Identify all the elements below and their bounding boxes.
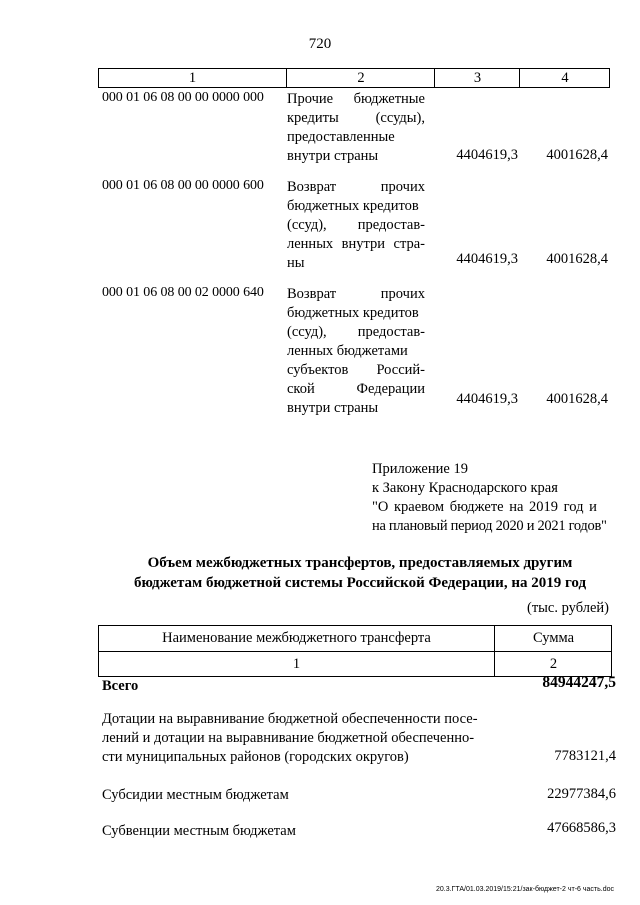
table1-header-col2: 2 — [286, 69, 435, 87]
table1-row1-col3: 4404619,3 — [456, 147, 518, 163]
desc-line: предоставленные — [287, 129, 395, 145]
row-label-line: Субвенции местным бюджетам — [102, 823, 296, 839]
table1-header-col3: 3 — [434, 69, 520, 87]
desc-line: (ссуд), предостав- — [287, 217, 425, 233]
table1-row1-code: 000 01 06 08 00 00 0000 000 — [102, 90, 264, 105]
desc-line: субъектов Россий- — [287, 362, 425, 378]
footer-file-path: 20.3.ГТА/01.03.2019/15:21/зак-бюджет-2 чт-6 часть.doc — [435, 886, 614, 893]
row-label-line: сти муниципальных районов (городских округов) — [102, 749, 409, 765]
desc-line: внутри страны — [287, 400, 379, 416]
desc-line: ны — [287, 255, 305, 271]
table1-row3-desc — [287, 285, 425, 418]
table2-header-sum: Сумма — [494, 626, 612, 652]
table2-row2-value: 22977384,6 — [547, 786, 616, 802]
desc-line: бюджетных кредитов — [287, 305, 419, 321]
table1-header-col4: 4 — [519, 69, 610, 87]
desc-line: ленных внутри стра- — [287, 236, 425, 252]
row-label-line: лений и дотации на выравнивание бюджетной обеспеченно- — [102, 730, 475, 746]
appendix-line: "О краевом бюджете на 2019 год и — [372, 499, 597, 515]
table2-row1-label — [102, 710, 494, 767]
table1-row2-col3: 4404619,3 — [456, 251, 518, 267]
desc-line: Возврат прочих — [287, 286, 425, 302]
desc-line: внутри страны — [287, 148, 379, 164]
page-number: 720 — [308, 36, 332, 52]
table2-header-name: Наименование межбюджетного трансферта — [99, 626, 494, 652]
desc-line: Возврат прочих — [287, 179, 425, 195]
row-label-line: Дотации на выравнивание бюджетной обеспеченности посе- — [102, 711, 478, 727]
table1-row2-desc — [287, 178, 425, 273]
table2-row1-value: 7783121,4 — [554, 748, 616, 764]
table1-row2-col4: 4001628,4 — [546, 251, 608, 267]
row-label-line: Субсидии местным бюджетам — [102, 787, 289, 803]
table2-header — [98, 625, 612, 677]
table2-row3-value: 47668586,3 — [547, 820, 616, 836]
total-label: Всего — [102, 678, 139, 694]
table1-row3-col3: 4404619,3 — [456, 391, 518, 407]
desc-line: ленных бюджетами — [287, 343, 408, 359]
appendix-line: на плановый период 2020 и 2021 годов" — [372, 518, 607, 534]
appendix-line: к Закону Краснодарского края — [372, 480, 558, 496]
table1-row2-code: 000 01 06 08 00 00 0000 600 — [102, 178, 264, 193]
appendix-line: Приложение 19 — [372, 461, 468, 477]
table1-header — [98, 68, 610, 88]
desc-line: Прочие бюджетные — [287, 91, 425, 107]
table2-row3-label — [102, 822, 494, 841]
table1-row3-code: 000 01 06 08 00 02 0000 640 — [102, 285, 264, 300]
table2-header-num1: 1 — [292, 656, 301, 672]
desc-line: кредиты (ссуды), — [287, 110, 425, 126]
table1-header-col1: 1 — [188, 70, 197, 86]
desc-line: (ссуд), предостав- — [287, 324, 425, 340]
appendix-block — [372, 460, 612, 536]
title-line: бюджетам бюджетной системы Российской Федерации, на 2019 год — [133, 575, 587, 591]
document-title — [0, 553, 640, 593]
title-line: Объем межбюджетных трансфертов, предоставляемых другим — [147, 555, 573, 571]
total-value: 84944247,5 — [542, 674, 616, 691]
table1-row1-col4: 4001628,4 — [546, 147, 608, 163]
units-label: (тыс. рублей) — [527, 600, 609, 616]
table2-header-num2: 2 — [494, 652, 612, 676]
table1-row3-col4: 4001628,4 — [546, 391, 608, 407]
table1-row1-desc — [287, 90, 425, 166]
desc-line: бюджетных кредитов — [287, 198, 419, 214]
desc-line: ской Федерации — [287, 381, 425, 397]
table2-row2-label — [102, 786, 494, 805]
